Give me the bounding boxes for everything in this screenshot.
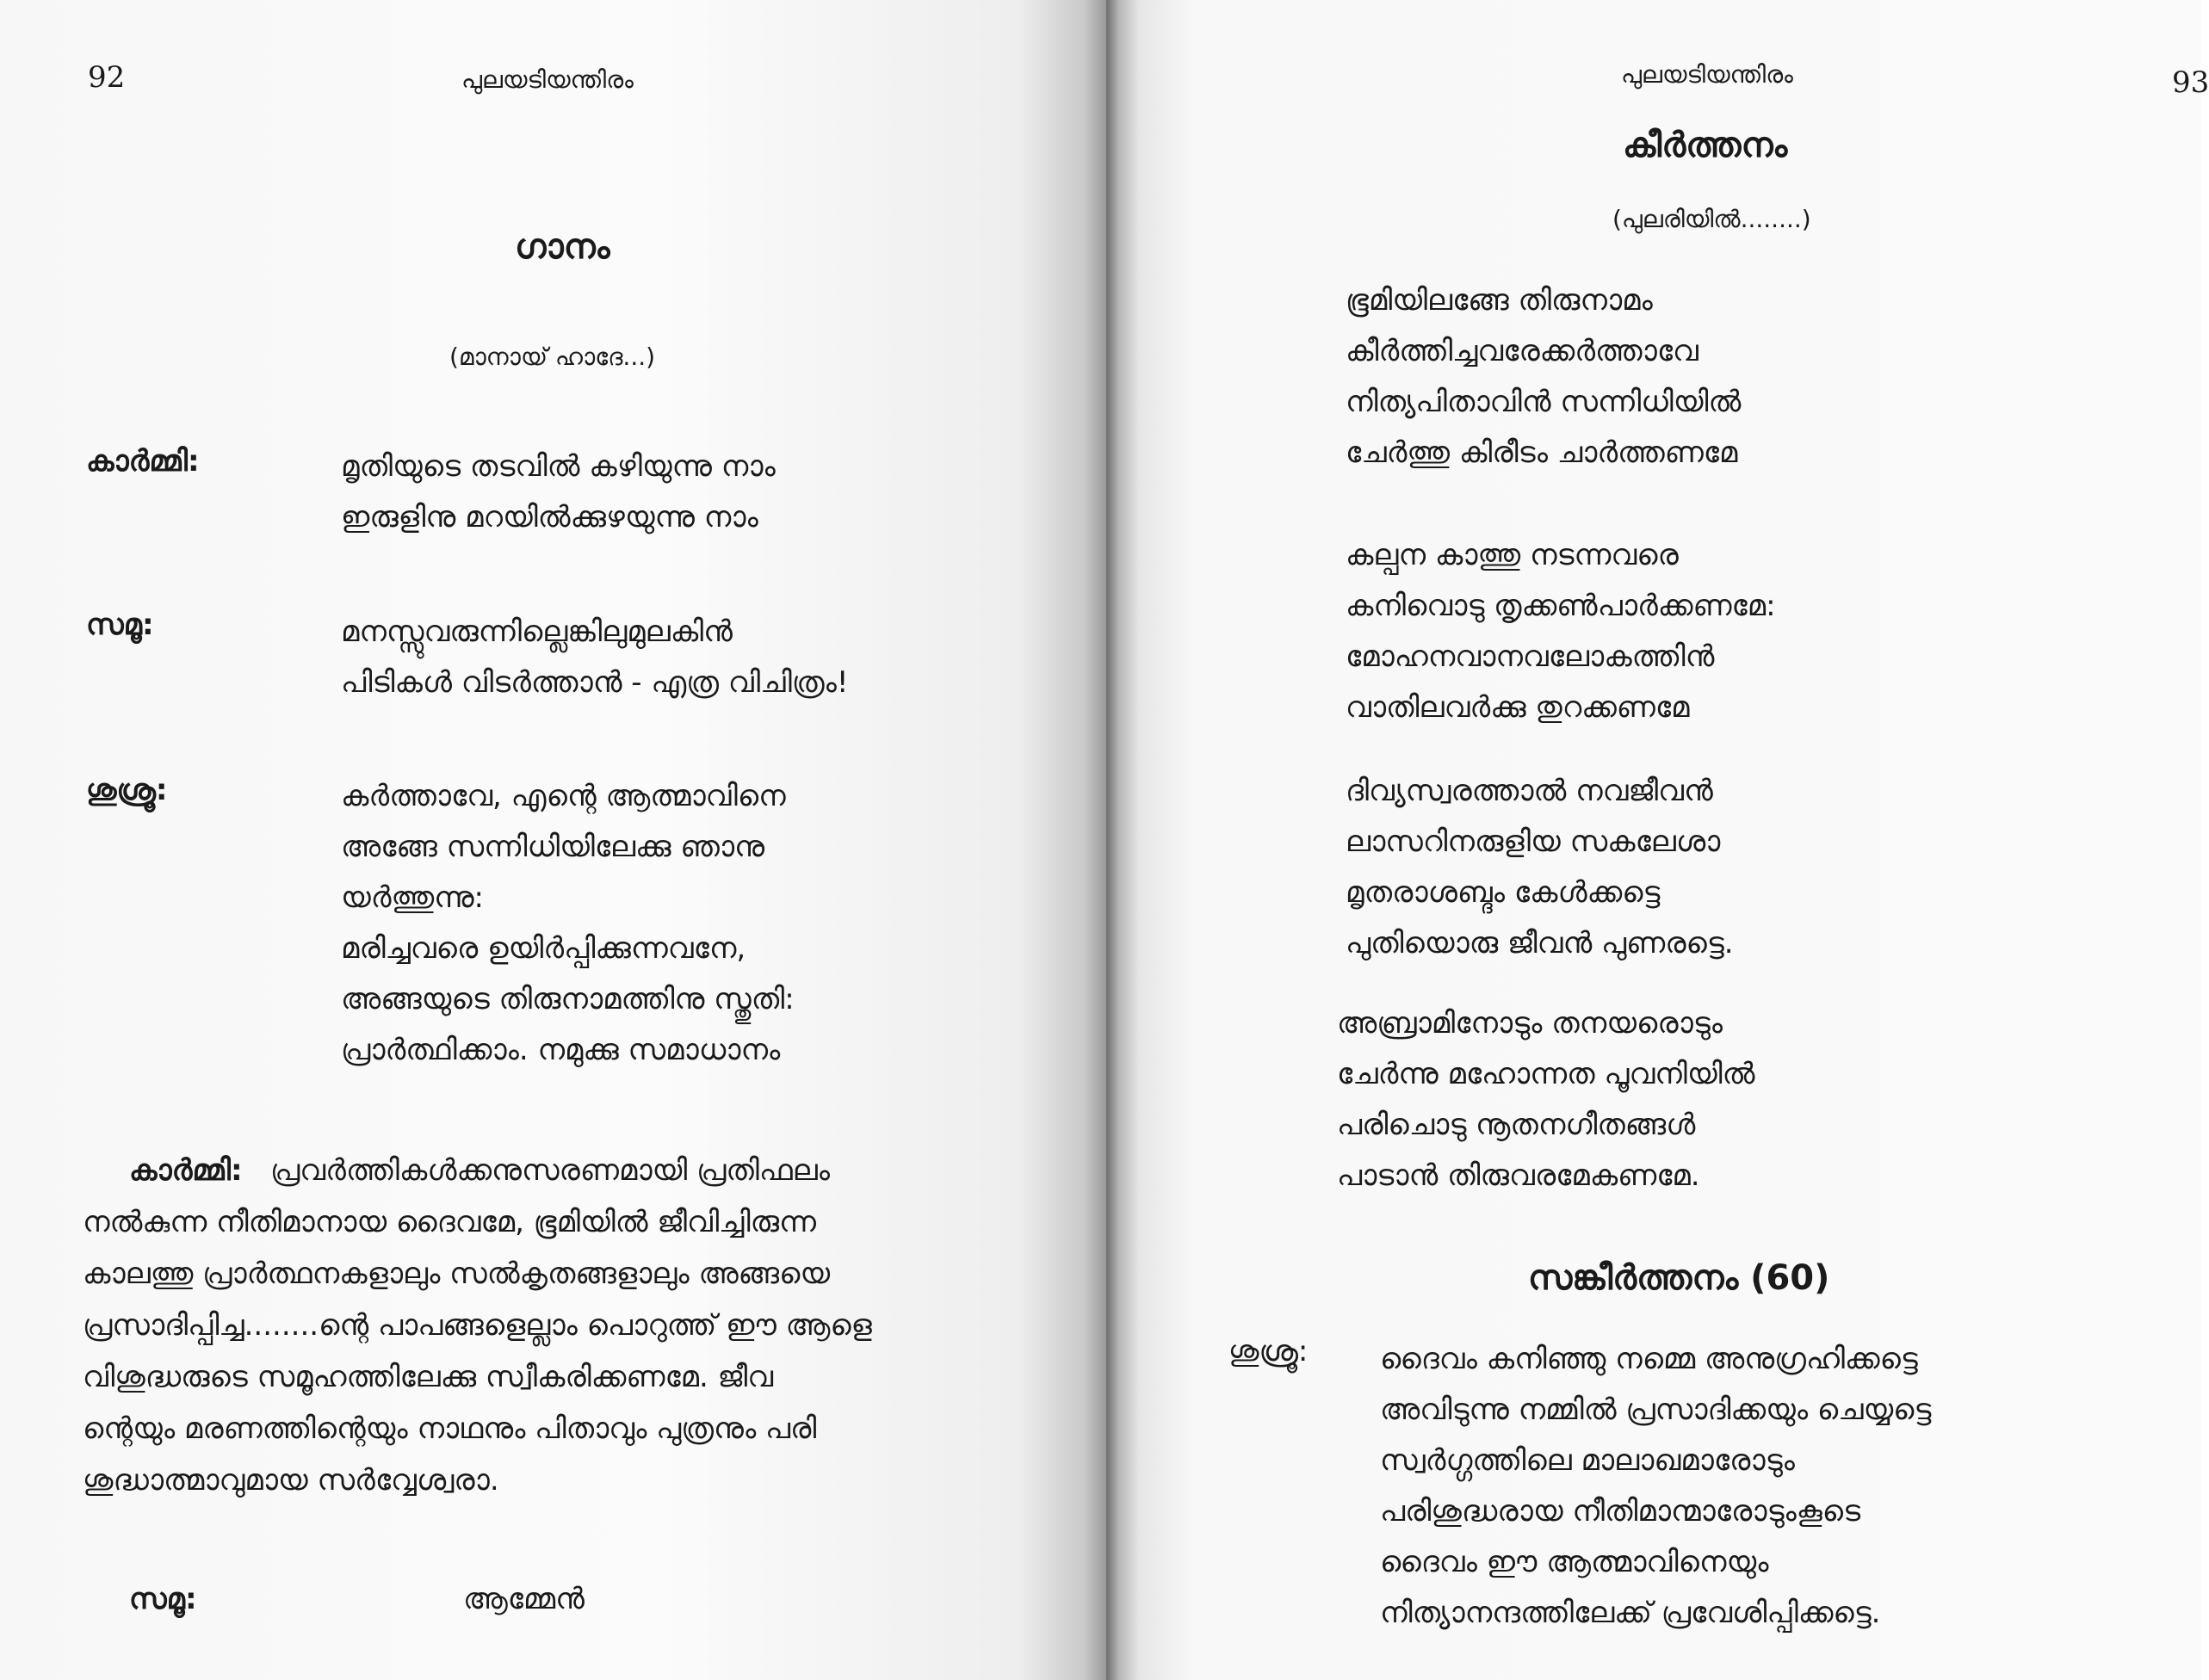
verse-line: പിടികൾ വിടർത്താൻ - എത്ര വിചിത്രം! (341, 665, 849, 700)
prayer-line: വിശുദ്ധരുടെ സമൂഹത്തിലേക്കു സ്വീകരിക്കണമേ. ജീവ (83, 1360, 774, 1394)
stanza (1346, 275, 1741, 479)
verse-lines (341, 607, 849, 708)
psalm-line: നിത്യാനന്ദത്തിലേക്ക് പ്രവേശിപ്പിക്കട്ടെ. (1380, 1596, 1881, 1630)
stanza-line: കീർത്തിച്ചവരേക്കർത്താവേ (1346, 334, 1699, 368)
running-head: പുലയടിയന്തിരം (461, 65, 634, 94)
stanza-line: ലാസറിനരുളിയ സകലേശാ (1346, 825, 1721, 859)
right-page (1106, 0, 2209, 1680)
prayer-line: ശുദ്ധാത്മാവുമായ സർവ്വേശ്വരാ. (83, 1463, 499, 1498)
running-head: പുലയടിയന്തിരം (1621, 60, 1793, 89)
stanza-line: ദിവ്യസ്വരത്താൽ നവജീവൻ (1346, 774, 1713, 808)
verse-line: പ്രാർത്ഥിക്കാം. നമുക്കു സമാധാനം (341, 1033, 781, 1067)
stanza-line: പരിചൊടു നൂതനഗീതങ്ങൾ (1337, 1108, 1696, 1142)
prayer-line: പ്രസാദിപ്പിച്ച........ന്റെ പാപങ്ങളെല്ലാം പൊറുത്ത് ഈ ആളെ (83, 1308, 872, 1343)
psalm-line: അവിടുന്നു നമ്മിൽ പ്രസാദിക്കയും ചെയ്യട്ടെ (1380, 1393, 1932, 1427)
stanza-line: മൃതരാശബ്ദം കേൾക്കട്ടെ (1346, 875, 1661, 910)
psalm-line: പരിശുദ്ധരായ നീതിമാന്മാരോടുംകൂടെ (1380, 1494, 1861, 1529)
stanza-line: ചേർന്നു മഹോന്നത പൂവനിയിൽ (1337, 1057, 1755, 1091)
verse-line: യർത്തുന്നു: (341, 880, 484, 915)
psalm-lines (1380, 1334, 1931, 1639)
stanza-line: കല്പന കാത്തു നടന്നവരെ (1346, 538, 1679, 572)
speaker-label: കാർമ്മി: (86, 444, 200, 479)
response-text: ആമ്മേൻ (463, 1582, 585, 1616)
speaker-label: ശുശ്രൂ: (86, 773, 168, 807)
speaker-label: ശുശ്രൂ: (1228, 1334, 1309, 1368)
speaker-label: കാർമ്മി: (129, 1153, 243, 1188)
page-number: 93 (2172, 65, 2209, 100)
verse-line: മൃതിയുടെ തടവിൽ കഴിയുന്നു നാം (341, 449, 776, 484)
tune-reference: (മാനായ് ഹാദേ...) (449, 343, 656, 371)
verse-lines (341, 771, 795, 1076)
stanza-line: നിത്യപിതാവിൻ സന്നിധിയിൽ (1346, 385, 1742, 419)
stanza-line: വാതിലവർക്കു തുറക്കണമേ (1346, 690, 1690, 725)
stanza (1346, 766, 1734, 969)
verse-line: അങ്ങയുടെ തിരുനാമത്തിനു സ്തുതി: (341, 982, 795, 1016)
prayer-line: കാലത്തു പ്രാർത്ഥനകളാലും സൽകൃതങ്ങളാലും അങ്ങയെ (83, 1257, 831, 1291)
prayer-line: നൽകുന്ന നീതിമാനായ ദൈവമേ, ഭൂമിയിൽ ജീവിച്ചിരുന്ന (83, 1205, 816, 1239)
stanza-line: കനിവൊടു തൃക്കൺപാർക്കണമേ: (1346, 589, 1776, 623)
speaker-label: സമൂ: (86, 608, 154, 642)
stanza-line: പുതിയൊരു ജീവൻ പുണരട്ടെ. (1346, 926, 1734, 960)
psalm-line: ദൈവം കനിഞ്ഞു നമ്മെ അനുഗ്രഹിക്കട്ടെ (1380, 1342, 1918, 1376)
psalm-line: സ്വർഗ്ഗത്തിലെ മാലാഖമാരോടും (1380, 1443, 1795, 1478)
verse-line: അങ്ങേ സന്നിധിയിലേക്കു ഞാനു (341, 830, 765, 864)
verse-line: കർത്താവേ, എന്റെ ആത്മാവിനെ (341, 779, 786, 813)
stanza-line: ചേർത്തു കിരീടം ചാർത്തണമേ (1346, 435, 1738, 470)
speaker-label: സമൂ: (129, 1582, 197, 1616)
verse-line: ഇരുളിനു മറയിൽക്കുഴയുന്നു നാം (341, 500, 758, 534)
section-title: സങ്കീർത്തനം (60) (1528, 1258, 1830, 1298)
section-title: കീർത്തനം (1623, 126, 1788, 165)
stanza (1337, 998, 1755, 1201)
prayer-line: പ്രവർത്തികൾക്കനുസരണമായി പ്രതിഫലം (270, 1153, 831, 1188)
verse-line: മരിച്ചവരെ ഉയിർപ്പിക്കുന്നവനേ, (341, 931, 746, 966)
stanza-line: മോഹനവാനവലോകത്തിൻ (1346, 639, 1715, 674)
stanza-line: പാടാൻ തിരുവരമേകണമേ. (1337, 1158, 1700, 1193)
section-title: ഗാനം (515, 227, 610, 267)
verse-line: മനസ്സുവരുന്നില്ലെങ്കിലുമുലകിൻ (341, 615, 733, 649)
stanza (1346, 530, 1776, 733)
prayer-line: ന്റെയും മരണത്തിന്റെയും നാഥനും പിതാവും പുത്രനും പരി (83, 1411, 817, 1446)
tune-reference: (പുലരിയിൽ........) (1612, 205, 1811, 233)
psalm-line: ദൈവം ഈ ആത്മാവിനെയും (1380, 1545, 1769, 1579)
stanza-line: ഭൂമിയിലങ്ങേ തിരുനാമം (1346, 283, 1653, 318)
prayer-paragraph (83, 1145, 872, 1506)
stanza-line: അബ്രാമിനോടും തനയരൊടും (1337, 1006, 1723, 1041)
page-number: 92 (88, 60, 126, 95)
verse-lines (341, 442, 776, 543)
